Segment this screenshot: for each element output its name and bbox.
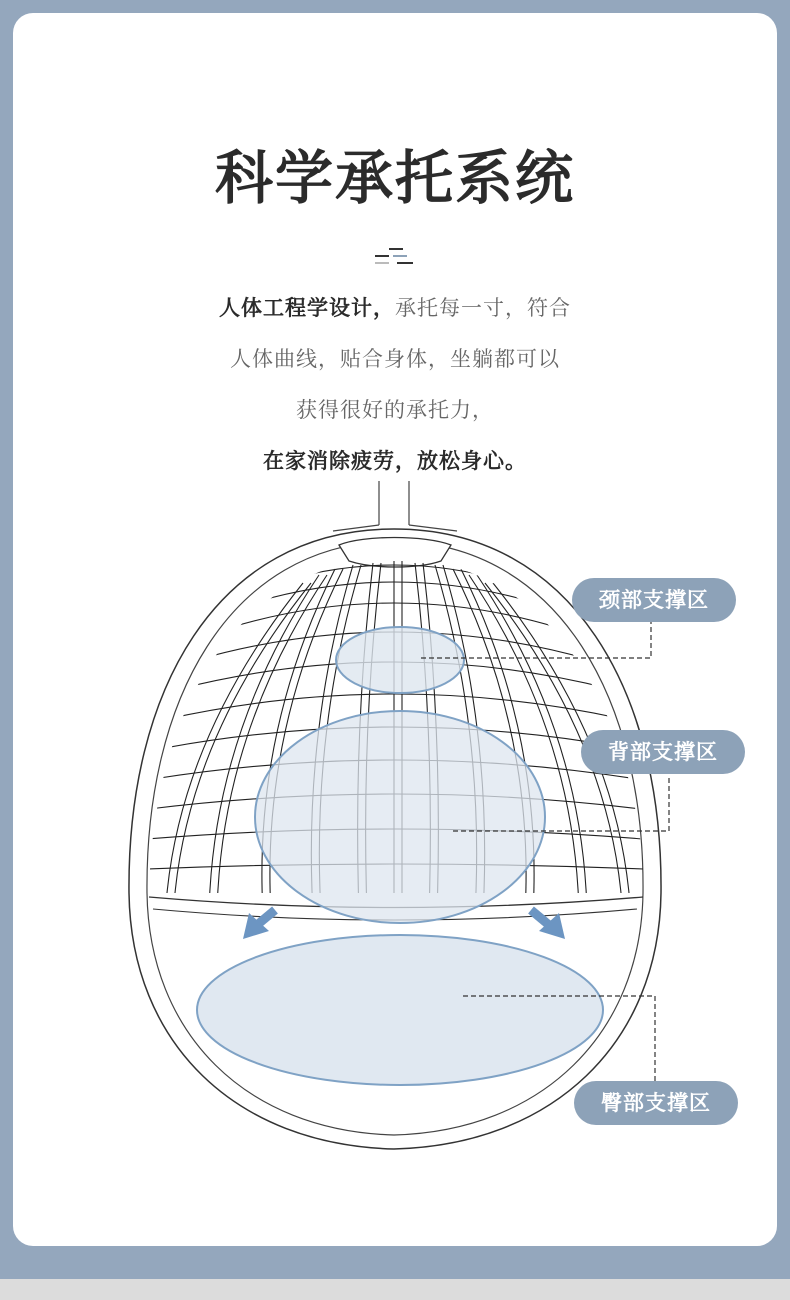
neck-support-zone <box>336 627 464 693</box>
back-support-label: 背部支撑区 <box>581 730 745 774</box>
back-support-zone <box>255 711 545 923</box>
chair-top-cap <box>339 538 451 568</box>
arrow-left-icon <box>243 910 275 939</box>
chair-stem <box>333 481 457 531</box>
intro-line-3: 获得很好的承托力， <box>296 398 494 422</box>
neck-support-label: 颈部支撑区 <box>572 578 736 622</box>
content-card <box>13 13 777 1246</box>
intro-line-2: 人体曲线，贴合身体，坐躺都可以 <box>230 347 560 371</box>
page-title: 科学承托系统 <box>214 144 575 212</box>
footer-strip <box>0 1279 790 1300</box>
chair-diagram <box>13 13 777 1246</box>
intro-line-1-rest: 承托每一寸，符合 <box>395 296 571 320</box>
intro-line-1-bold: 人体工程学设计， <box>219 296 395 320</box>
hip-support-label: 臀部支撑区 <box>574 1081 738 1125</box>
hip-support-zone <box>197 935 603 1085</box>
intro-line-4: 在家消除疲劳，放松身心。 <box>263 449 527 473</box>
